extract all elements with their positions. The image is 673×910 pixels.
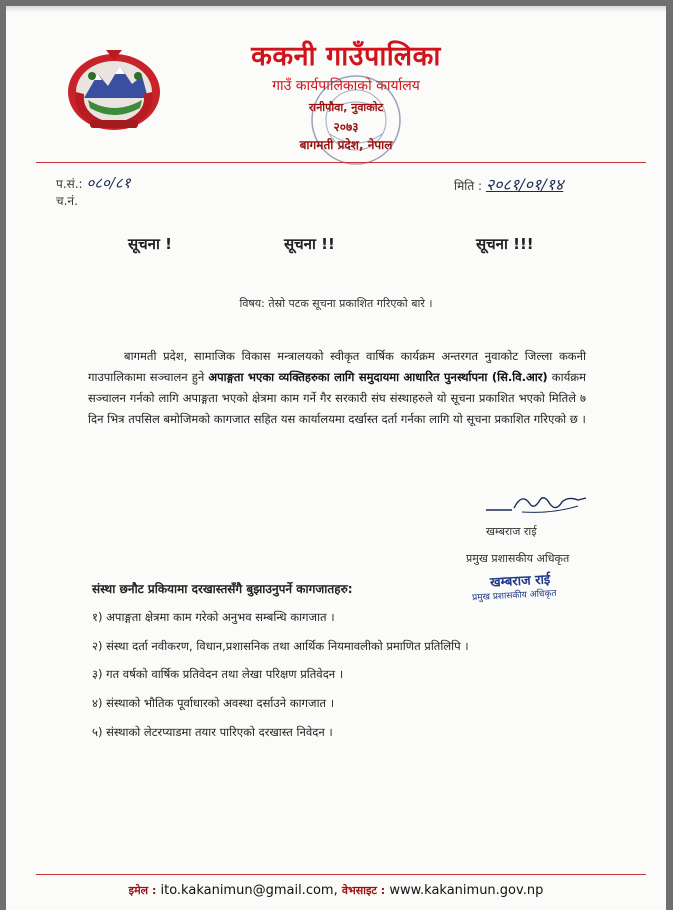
- ref-label: प.सं.:: [56, 177, 83, 191]
- website-url[interactable]: www.kakanimun.gov.np: [389, 883, 544, 898]
- date-value: २०८१/०१/१४: [485, 175, 564, 194]
- document-item-5: ५) संस्थाको लेटरप्याडमा तयार पारिएको दरखास्त निवेदन ।: [92, 725, 333, 739]
- document-item-1: १) अपाङ्गता क्षेत्रमा काम गरेको अनुभव सम्बन्धि कागजात ।: [92, 610, 335, 624]
- notice-heading-2: सूचना !!: [284, 235, 335, 253]
- date-label: मिति :: [454, 179, 483, 193]
- email-label: इमेल :: [128, 884, 157, 897]
- office-name: गाउँ कार्यपालिकाको कार्यालय: [272, 78, 420, 94]
- signature-scrawl-icon: [482, 490, 592, 516]
- ref-value: ०८०/८१: [86, 174, 131, 192]
- body-text-1: बागमती प्रदेश, सामाजिक विकास मन्त्रालयको स्वीकृत वार्षिक कार्यक्रम अन्तरगत नुवाकोट जिल्ला ककनी गाउपालिकामा सञ्चालन हुने: [88, 349, 586, 384]
- notice-heading-1: सूचना !: [128, 235, 172, 253]
- document-item-4: ४) संस्थाको भौतिक पूर्वाधारको अवस्था दर्साउने कागजात ।: [92, 696, 335, 710]
- body-program-name: अपाङ्गता भएका व्यक्तिहरुका लागि समुदायमा आधारित पुनर्स्थापना (सि.वि.आर): [208, 370, 548, 384]
- required-documents-heading: संस्था छनौट प्रकियामा दरखास्तसँगै बुझाउनुपर्ने कागजातहरु:: [92, 582, 353, 596]
- document-item-3: ३) गत वर्षको वार्षिक प्रतिवेदन तथा लेखा परिक्षण प्रतिवेदन ।: [92, 667, 344, 681]
- dispatch-number-label: च.नं.: [56, 194, 78, 208]
- nepal-government-emblem-icon: [62, 46, 166, 134]
- signer-title: प्रमुख प्रशासकीय अधिकृत: [466, 552, 570, 565]
- signer-name: खम्बराज राई: [486, 525, 537, 538]
- header-rule: [36, 162, 646, 163]
- body-text-2: कार्यक्रम सञ्चालन गर्नको लागि अपाङ्गता भएको क्षेत्रमा काम गर्ने गैर सरकारी संघ संस्थाहरुले यो सूचना प्रकाशित भएको मितिले ७ दिन भित्र तपसिल बमोजिमको कागजात सहित यस कार्यालयमा दर्खास्त दर्ता गर्नका लागि यो सूचना प्रकाशित गरिएको छ ।: [88, 370, 586, 426]
- stamp-role: प्रमुख प्रशासकीय अधिकृत: [471, 588, 557, 604]
- office-location: रानीपौवा, नुवाकोट: [308, 101, 384, 114]
- province-name: बागमती प्रदेश, नेपाल: [299, 138, 393, 152]
- established-year: २०७३: [333, 120, 359, 134]
- document-item-2: २) संस्था दर्ता नवीकरण, विधान,प्रशासनिक तथा आर्थिक नियमावलीको प्रमाणित प्रतिलिपि ।: [92, 639, 469, 653]
- footer-contact: [6, 883, 666, 898]
- notice-heading-3: सूचना !!!: [476, 235, 534, 253]
- website-label: वेभसाइट :: [341, 884, 386, 897]
- notice-subject: विषय: तेस्रो पटक सूचना प्रकाशित गरिएको बारे ।: [239, 297, 433, 310]
- email-address[interactable]: ito.kakanimun@gmail.com,: [160, 883, 338, 898]
- reference-number: [56, 173, 131, 193]
- top-shadow: [6, 6, 666, 12]
- letter-page: [6, 6, 666, 910]
- municipality-name: ककनी गाउँपालिका: [251, 41, 441, 72]
- footer-rule: [36, 874, 646, 875]
- stamp-name: खम्बराज राई: [489, 572, 551, 591]
- letter-date: [454, 173, 563, 195]
- notice-body: [88, 346, 586, 430]
